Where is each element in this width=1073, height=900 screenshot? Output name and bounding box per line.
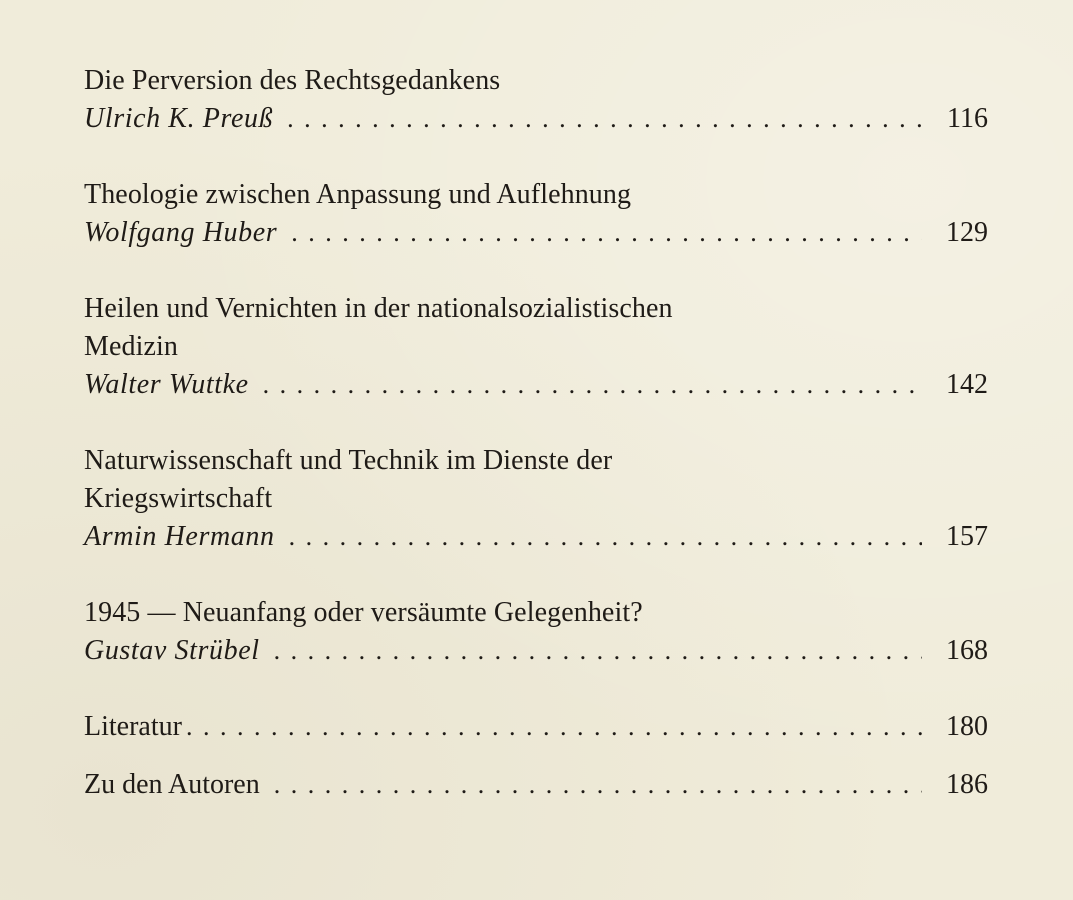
entry-page-number: 157 — [946, 521, 988, 552]
entry-page-number: 116 — [947, 103, 988, 134]
entry-page-number: 142 — [946, 369, 988, 400]
toc-entry — [84, 62, 988, 138]
entry-author: Armin Hermann — [84, 521, 275, 552]
back-matter-page-number: 180 — [946, 711, 988, 742]
back-matter-page-number: 186 — [946, 769, 988, 800]
entry-author-line — [84, 632, 988, 670]
entry-title: 1945 — Neuanfang oder versäumte Gelegenheit? — [84, 597, 643, 628]
dot-leader — [274, 766, 922, 804]
entry-title: Theologie zwischen Anpassung und Auflehnung — [84, 179, 632, 210]
dot-leader — [289, 518, 922, 556]
entry-title: Die Perversion des Rechtsgedankens — [84, 65, 501, 96]
entry-page-number: 129 — [946, 217, 988, 248]
entry-title: Heilen und Vernichten in der nationalsozialistischen — [84, 293, 673, 324]
entry-author: Ulrich K. Preuß — [84, 103, 274, 134]
entry-author-line — [84, 100, 988, 138]
back-matter-line — [84, 766, 988, 804]
dot-leader — [263, 366, 922, 404]
back-matter-line — [84, 708, 988, 746]
toc-back-matter-entry — [84, 708, 988, 746]
dot-leader — [291, 214, 922, 252]
entry-author: Gustav Strübel — [84, 635, 260, 666]
toc-entry — [84, 290, 988, 404]
dot-leader — [287, 100, 922, 138]
entry-author: Walter Wuttke — [84, 369, 249, 400]
entry-page-number: 168 — [946, 635, 988, 666]
dot-leader — [186, 708, 922, 746]
entry-title-continued: Medizin — [84, 331, 179, 362]
entry-author-line — [84, 366, 988, 404]
dot-leader — [274, 632, 922, 670]
entry-author-line — [84, 214, 988, 252]
entry-author-line — [84, 518, 988, 556]
entry-author: Wolfgang Huber — [84, 217, 278, 248]
toc-entry — [84, 442, 988, 556]
toc-entry — [84, 594, 988, 670]
entry-title-continued: Kriegswirtschaft — [84, 483, 273, 514]
table-of-contents — [84, 58, 988, 804]
entry-title: Naturwissenschaft und Technik im Dienste der — [84, 445, 613, 476]
toc-entry — [84, 176, 988, 252]
back-matter-label: Zu den Autoren — [84, 769, 260, 800]
back-matter-label: Literatur — [84, 711, 182, 742]
toc-back-matter-entry — [84, 766, 988, 804]
